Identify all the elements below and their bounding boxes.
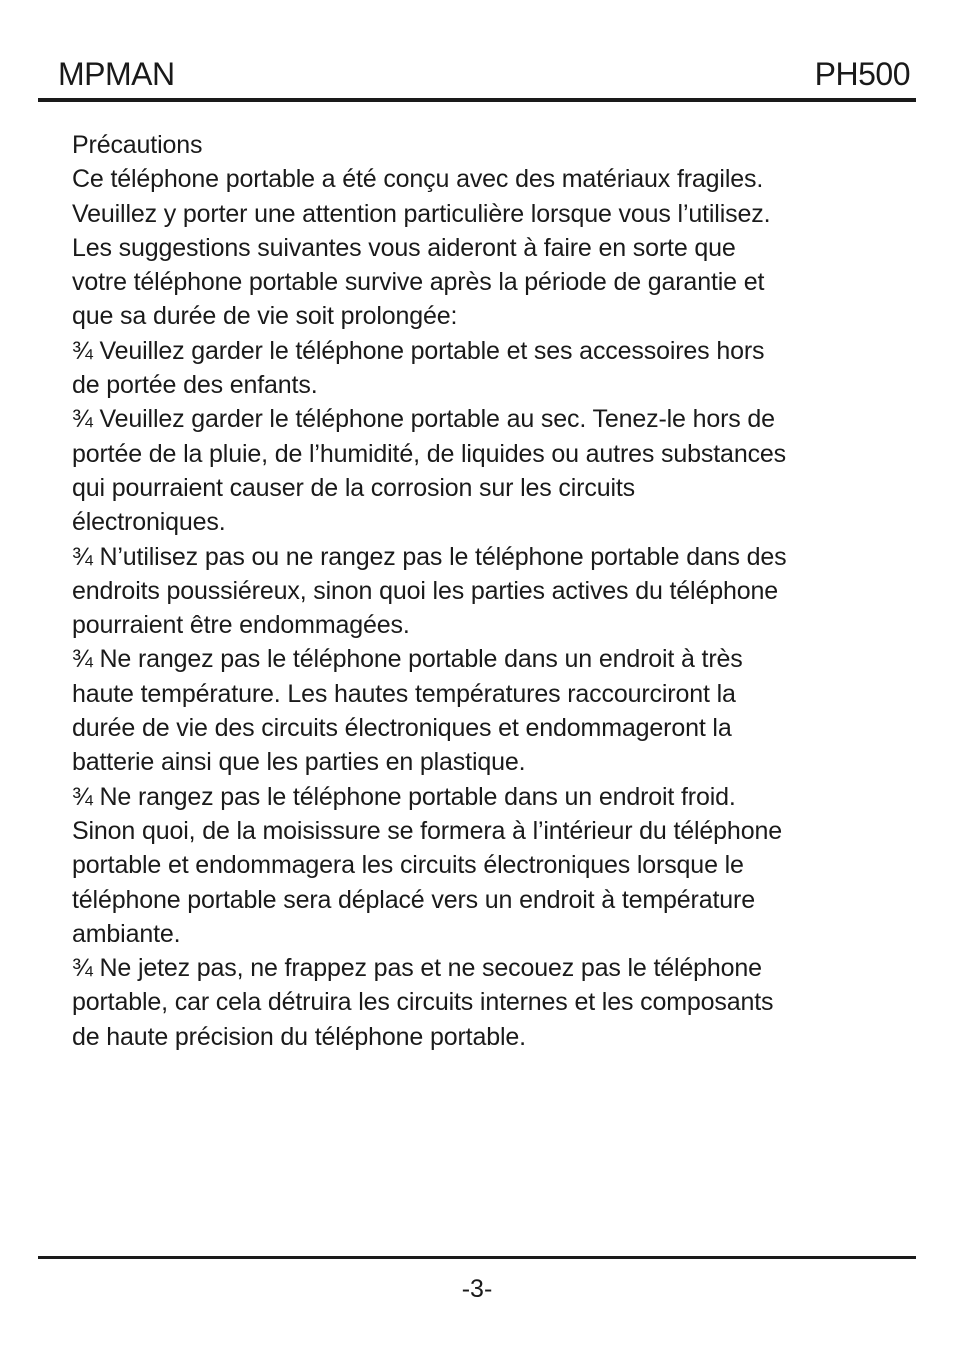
precaution-item: ¾ N’utilisez pas ou ne rangez pas le téléphone portable dans des endroits poussiéreux, sinon quoi les parties actives du téléphone pourraient être endommagées. [72, 542, 787, 640]
precaution-item: ¾ Ne rangez pas le téléphone portable dans un endroit froid. Sinon quoi, de la moisissure se formera à l’intérieur du téléphone portable et endommagera les circuits électroniques lorsque le téléphone portable sera déplacé vers un endroit à température ambiante. [72, 782, 782, 948]
section-title: Précautions [72, 131, 203, 159]
precautions-section [72, 128, 902, 1054]
page-header [38, 52, 916, 96]
model-name: PH500 [814, 56, 910, 92]
intro-paragraph: Ce téléphone portable a été conçu avec des matériaux fragiles. Veuillez y porter une attention particulière lorsque vous l’utilisez. Les suggestions suivantes vous aideront à faire en sorte que votre téléphone portable survive après la période de garantie et que sa durée de vie soit prolongée: [72, 165, 771, 331]
precaution-item: ¾ Veuillez garder le téléphone portable au sec. Tenez-le hors de portée de la pluie, de l’humidité, de liquides ou autres substances qui pourraient causer de la corrosion sur les circuits électroniques. [72, 405, 787, 537]
brand-name: MPMAN [58, 56, 175, 92]
page-number: -3- [461, 1275, 493, 1303]
header-divider [38, 98, 916, 102]
precaution-item: ¾ Veuillez garder le téléphone portable et ses accessoires hors de portée des enfants. [72, 336, 765, 400]
precaution-item: ¾ Ne jetez pas, ne frappez pas et ne secouez pas le téléphone portable, car cela détruira les circuits internes et les composants de haute précision du téléphone portable. [72, 954, 774, 1051]
footer-divider [38, 1256, 916, 1259]
precaution-item: ¾ Ne rangez pas le téléphone portable dans un endroit à très haute température. Les hautes températures raccourciront la durée de vie des circuits électroniques et endommageront la batterie ainsi que les parties en plastique. [72, 645, 743, 777]
